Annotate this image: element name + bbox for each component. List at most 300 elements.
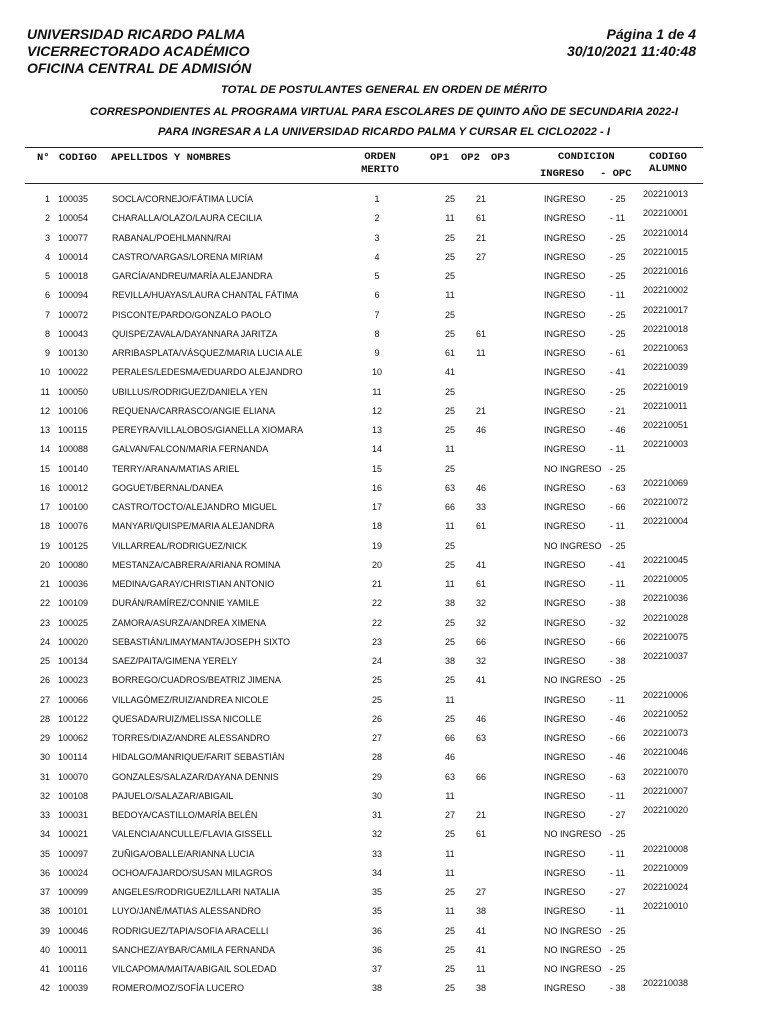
merit-order: 26 — [371, 713, 382, 724]
admission-status: INGRESO — [544, 867, 586, 878]
option-1: 38 — [444, 598, 455, 609]
row-number: 24 — [39, 636, 50, 647]
row-number: 11 — [40, 386, 50, 397]
table-row — [0, 785, 768, 804]
merit-order: 35 — [371, 887, 382, 897]
row-number: 4 — [44, 251, 50, 262]
applicant-name: BORREGO/CUADROS/BEATRIZ JIMENA — [112, 675, 281, 686]
row-number: 13 — [39, 425, 50, 435]
applicant-code: 100062 — [58, 733, 89, 743]
table-row — [0, 900, 768, 919]
student-code: 202210070 — [643, 766, 689, 777]
admission-status: INGRESO — [544, 559, 586, 570]
option-1: 27 — [444, 810, 455, 820]
option-1: 11 — [445, 213, 455, 224]
table-row — [0, 689, 768, 708]
row-number: 30 — [39, 752, 50, 763]
applicant-code: 100125 — [58, 540, 89, 551]
admitted-option: - 27 — [610, 810, 626, 820]
admitted-option: - 66 — [610, 502, 626, 512]
table-row — [0, 977, 768, 996]
applicant-name: PISCONTE/PARDO/GONZALO PAOLO — [112, 309, 272, 320]
row-number: 42 — [39, 983, 50, 994]
row-number: 5 — [44, 271, 50, 281]
table-row — [0, 246, 768, 265]
option-2: 27 — [475, 251, 486, 262]
merit-order: 29 — [371, 771, 382, 782]
applicant-name: ZAMORA/ASURZA/ANDREA XIMENA — [112, 617, 267, 628]
admission-status: INGRESO — [544, 848, 586, 859]
table-row — [0, 515, 768, 534]
applicant-name: ARRIBASPLATA/VÁSQUEZ/MARIA LUCIA ALE — [112, 348, 303, 358]
admission-status: INGRESO — [544, 752, 586, 763]
option-1: 25 — [444, 194, 455, 204]
row-number: 8 — [44, 328, 50, 339]
student-code: 202210006 — [643, 689, 689, 700]
table-row — [0, 323, 768, 342]
student-code: 202210073 — [643, 728, 689, 738]
admitted-option: - 46 — [610, 713, 626, 724]
row-number: 2 — [44, 213, 50, 224]
option-2: 66 — [475, 771, 486, 782]
option-1: 25 — [444, 617, 455, 628]
merit-order: 19 — [371, 540, 382, 551]
header-rule-top — [25, 147, 703, 148]
option-2: 41 — [475, 925, 486, 936]
merit-order: 16 — [371, 482, 382, 493]
student-code: 202210020 — [643, 805, 689, 815]
applicant-name: REQUENA/CARRASCO/ANGIE ELIANA — [112, 405, 276, 416]
table-row — [0, 920, 768, 939]
merit-order: 2 — [374, 213, 380, 224]
student-code: 202210028 — [643, 612, 689, 623]
applicant-code: 100036 — [58, 579, 89, 589]
admission-status: INGRESO — [544, 521, 586, 532]
applicant-name: SEBASTIÁN/LIMAYMANTA/JOSEPH SIXTO — [112, 636, 291, 647]
applicant-name: SAEZ/PAITA/GIMENA YERELY — [112, 656, 238, 666]
applicant-code: 100094 — [58, 290, 89, 301]
row-number: 33 — [39, 810, 50, 820]
row-number: 19 — [39, 540, 50, 551]
option-1: 66 — [444, 733, 455, 743]
option-2: 21 — [475, 810, 486, 820]
option-2: 21 — [475, 232, 486, 243]
merit-order: 1 — [374, 194, 380, 204]
student-code: 202210014 — [643, 227, 689, 238]
row-number: 36 — [39, 867, 50, 878]
admitted-option: - 25 — [610, 675, 626, 686]
applicant-name: VILCAPOMA/MAITA/ABIGAIL SOLEDAD — [112, 964, 277, 974]
applicant-name: GONZALES/SALAZAR/DAYANA DENNIS — [112, 771, 279, 782]
applicant-code: 100076 — [58, 521, 89, 532]
admission-status: INGRESO — [544, 790, 586, 801]
admission-status: INGRESO — [544, 983, 586, 994]
row-number: 32 — [39, 790, 50, 801]
admission-status: INGRESO — [544, 906, 586, 917]
col-ingreso: INGRESO — [540, 168, 585, 180]
option-2: 61 — [475, 328, 486, 339]
admitted-option: - 11 — [610, 579, 625, 589]
row-number: 17 — [39, 502, 50, 512]
student-code: 202210051 — [643, 420, 689, 430]
admitted-option: - 11 — [610, 521, 625, 532]
table-row — [0, 881, 768, 900]
merit-order: 35 — [371, 906, 382, 917]
row-number: 35 — [39, 848, 50, 859]
admission-status: INGRESO — [544, 348, 586, 358]
student-code: 202210018 — [643, 323, 689, 334]
option-2: 21 — [475, 194, 486, 204]
option-2: 66 — [475, 636, 486, 647]
option-2: 61 — [475, 829, 486, 840]
report-title: TOTAL DE POSTULANTES GENERAL EN ORDEN DE MÉRITO — [221, 84, 547, 96]
table-row — [0, 708, 768, 727]
option-1: 11 — [445, 694, 455, 705]
table-row — [0, 477, 768, 496]
student-code: 202210063 — [643, 343, 689, 353]
applicant-code: 100022 — [58, 367, 89, 378]
table-row — [0, 535, 768, 554]
merit-order: 5 — [374, 271, 380, 281]
student-code: 202210017 — [643, 304, 689, 315]
merit-order: 15 — [371, 463, 382, 474]
option-1: 41 — [444, 367, 455, 378]
col-alumno-line2: ALUMNO — [649, 163, 687, 175]
applicant-code: 100116 — [58, 964, 88, 974]
applicant-name: SANCHEZ/AYBAR/CAMILA FERNANDA — [112, 944, 275, 955]
applicant-name: QUISPE/ZAVALA/DAYANNARA JARITZA — [112, 328, 278, 339]
student-code: 202210036 — [643, 593, 689, 604]
option-1: 25 — [444, 271, 455, 281]
student-code: 202210015 — [643, 246, 689, 257]
col-codigo: CODIGO — [59, 152, 97, 164]
table-row — [0, 727, 768, 746]
admission-status: INGRESO — [544, 713, 586, 724]
admission-status: INGRESO — [544, 425, 586, 435]
admitted-option: - 46 — [610, 752, 626, 763]
merit-order: 21 — [371, 579, 382, 589]
applicant-code: 100115 — [58, 425, 88, 435]
row-number: 25 — [39, 656, 50, 666]
option-1: 46 — [444, 752, 455, 763]
admission-status: INGRESO — [544, 367, 586, 378]
option-2: 41 — [475, 944, 486, 955]
table-row — [0, 207, 768, 226]
option-1: 25 — [444, 983, 455, 994]
row-number: 14 — [39, 444, 50, 455]
applicant-code: 100099 — [58, 887, 89, 897]
row-number: 41 — [39, 964, 50, 974]
row-number: 40 — [39, 944, 50, 955]
option-1: 25 — [444, 251, 455, 262]
admission-status: NO INGRESO — [544, 829, 602, 840]
admission-status: NO INGRESO — [544, 675, 602, 686]
option-1: 25 — [444, 540, 455, 551]
applicant-code: 100080 — [58, 559, 89, 570]
admission-status: INGRESO — [544, 251, 586, 262]
table-row — [0, 823, 768, 842]
applicant-code: 100066 — [58, 694, 89, 705]
col-op2: OP2 — [461, 152, 480, 164]
student-code: 202210037 — [643, 651, 689, 661]
office-name: OFICINA CENTRAL DE ADMISIÓN — [27, 60, 252, 76]
option-1: 25 — [444, 964, 455, 974]
option-1: 11 — [445, 521, 455, 532]
table-row — [0, 419, 768, 438]
table-row — [0, 612, 768, 631]
applicant-name: UBILLUS/RODRIGUEZ/DANIELA YEN — [112, 386, 268, 397]
table-row — [0, 862, 768, 881]
table-row — [0, 304, 768, 323]
row-number: 16 — [39, 482, 50, 493]
applicant-code: 100070 — [58, 771, 89, 782]
student-code: 202210009 — [643, 862, 689, 873]
page-number: Página 1 de 4 — [606, 26, 696, 42]
applicant-name: GARCÍA/ANDREU/MARÍA ALEJANDRA — [112, 271, 273, 281]
applicant-code: 100114 — [58, 752, 88, 763]
applicant-name: ROMERO/MOZ/SOFÍA LUCERO — [112, 983, 245, 994]
option-2: 61 — [475, 213, 486, 224]
table-row — [0, 342, 768, 361]
table-row — [0, 284, 768, 303]
option-2: 61 — [475, 579, 486, 589]
admitted-option: - 11 — [610, 790, 625, 801]
admission-status: INGRESO — [544, 232, 586, 243]
admitted-option: - 25 — [610, 251, 626, 262]
admitted-option: - 46 — [610, 425, 626, 435]
table-row — [0, 958, 768, 977]
table-row — [0, 361, 768, 380]
student-code: 202210072 — [643, 497, 689, 507]
admitted-option: - 11 — [610, 694, 625, 705]
applicant-code: 100031 — [58, 810, 89, 820]
option-2: 21 — [475, 405, 486, 416]
option-2: 41 — [475, 559, 486, 570]
row-number: 27 — [39, 694, 50, 705]
merit-order: 7 — [374, 309, 380, 320]
merit-order: 28 — [371, 752, 382, 763]
admitted-option: - 41 — [610, 367, 626, 378]
row-number: 22 — [39, 598, 50, 609]
option-1: 25 — [444, 405, 455, 416]
admission-status: INGRESO — [544, 656, 586, 666]
table-row — [0, 188, 768, 207]
merit-order: 12 — [371, 405, 382, 416]
student-code: 202210045 — [643, 554, 689, 565]
admitted-option: - 25 — [610, 463, 626, 474]
option-1: 11 — [445, 867, 455, 878]
applicant-code: 100134 — [58, 656, 89, 666]
applicant-name: GALVAN/FALCON/MARIA FERNANDA — [112, 444, 269, 455]
applicant-code: 100021 — [58, 829, 89, 840]
admission-status: INGRESO — [544, 502, 586, 512]
option-1: 11 — [445, 848, 455, 859]
admitted-option: - 11 — [610, 444, 625, 455]
applicant-name: CHARALLA/OLAZO/LAURA CECILIA — [112, 213, 263, 224]
option-2: 38 — [475, 906, 486, 917]
admission-status: INGRESO — [544, 694, 586, 705]
row-number: 18 — [39, 521, 50, 532]
admission-status: INGRESO — [544, 194, 586, 204]
option-2: 41 — [475, 675, 486, 686]
option-2: 27 — [475, 887, 486, 897]
table-row — [0, 400, 768, 419]
merit-order: 25 — [371, 694, 382, 705]
table-row — [0, 554, 768, 573]
row-number: 6 — [44, 290, 50, 301]
applicant-code: 100050 — [58, 386, 89, 397]
option-1: 61 — [444, 348, 455, 358]
option-1: 25 — [444, 925, 455, 936]
applicant-name: PEREYRA/VILLALOBOS/GIANELLA XIOMARA — [112, 425, 304, 435]
row-number: 23 — [39, 617, 50, 628]
admitted-option: - 66 — [610, 636, 626, 647]
applicant-name: QUESADA/RUIZ/MELISSA NICOLLE — [112, 713, 262, 724]
admission-status: INGRESO — [544, 328, 586, 339]
table-row — [0, 843, 768, 862]
admission-status: NO INGRESO — [544, 944, 602, 955]
table-row — [0, 650, 768, 669]
col-orden-line2: MERITO — [361, 164, 399, 176]
applicant-code: 100108 — [58, 790, 89, 801]
merit-order: 32 — [371, 829, 382, 840]
student-code: 202210007 — [643, 785, 689, 796]
applicant-code: 100020 — [58, 636, 89, 647]
merit-order: 14 — [371, 444, 382, 455]
option-1: 25 — [444, 232, 455, 243]
row-number: 10 — [39, 367, 50, 378]
report-subtitle-2: PARA INGRESAR A LA UNIVERSIDAD RICARDO PALMA Y CURSAR EL CICLO2022 - I — [158, 126, 610, 138]
option-1: 25 — [444, 386, 455, 397]
admitted-option: - 38 — [610, 598, 626, 609]
row-number: 9 — [44, 348, 50, 358]
table-row — [0, 381, 768, 400]
option-1: 63 — [444, 482, 455, 493]
applicant-code: 100072 — [58, 309, 89, 320]
col-op3: OP3 — [491, 152, 510, 164]
option-1: 25 — [444, 887, 455, 897]
col-alumno-line1: CODIGO — [649, 151, 687, 163]
row-number: 29 — [39, 733, 50, 743]
admission-status: INGRESO — [544, 771, 586, 782]
applicant-code: 100122 — [58, 713, 89, 724]
admitted-option: - 25 — [610, 386, 626, 397]
merit-order: 20 — [371, 559, 382, 570]
admission-status: NO INGRESO — [544, 540, 602, 551]
applicant-code: 100097 — [58, 848, 89, 859]
applicant-code: 100100 — [58, 502, 89, 512]
table-row — [0, 804, 768, 823]
merit-order: 33 — [371, 848, 382, 859]
merit-order: 36 — [371, 944, 382, 955]
admitted-option: - 25 — [610, 540, 626, 551]
merit-order: 37 — [371, 964, 382, 974]
option-1: 25 — [444, 309, 455, 320]
admission-status: INGRESO — [544, 579, 586, 589]
student-code: 202210004 — [643, 516, 689, 527]
admitted-option: - 25 — [610, 271, 626, 281]
merit-order: 10 — [371, 367, 382, 378]
admitted-option: - 11 — [610, 906, 625, 917]
option-2: 46 — [475, 482, 486, 493]
row-number: 7 — [44, 309, 50, 320]
admission-status: INGRESO — [544, 636, 586, 647]
student-code: 202210013 — [643, 189, 689, 199]
option-1: 25 — [444, 636, 455, 647]
admitted-option: - 25 — [610, 328, 626, 339]
option-2: 61 — [475, 521, 486, 532]
applicant-name: TERRY/ARANA/MATIAS ARIEL — [112, 463, 240, 474]
admitted-option: - 63 — [610, 482, 626, 493]
option-1: 25 — [444, 328, 455, 339]
admission-status: INGRESO — [544, 386, 586, 397]
merit-order: 22 — [371, 617, 382, 628]
applicant-name: OCHOA/FAJARDO/SUSAN MILAGROS — [112, 867, 273, 878]
col-opc: - OPC — [600, 168, 632, 180]
option-2: 32 — [475, 598, 486, 609]
admission-status: NO INGRESO — [544, 463, 602, 474]
applicant-name: DURÁN/RAMÍREZ/CONNIE YAMILE — [112, 598, 260, 609]
applicant-code: 100130 — [58, 348, 89, 358]
row-number: 20 — [39, 559, 50, 570]
option-2: 32 — [475, 656, 486, 666]
option-2: 11 — [476, 348, 486, 358]
col-op1: OP1 — [430, 152, 449, 164]
applicant-code: 100054 — [58, 213, 89, 224]
row-number: 26 — [39, 675, 50, 686]
admitted-option: - 32 — [610, 617, 626, 628]
admission-status: INGRESO — [544, 887, 586, 897]
row-number: 28 — [39, 713, 50, 724]
admitted-option: - 25 — [610, 944, 626, 955]
option-1: 11 — [445, 444, 455, 455]
admitted-option: - 66 — [610, 733, 626, 743]
applicant-code: 100039 — [58, 983, 89, 994]
applicant-name: LUYO/JANÉ/MATIAS ALESSANDRO — [112, 906, 261, 917]
admitted-option: - 27 — [610, 887, 626, 897]
merit-order: 23 — [371, 636, 382, 647]
applicant-name: ZUÑIGA/OBALLE/ARIANNA LUCIA — [112, 848, 255, 859]
admitted-option: - 11 — [610, 867, 625, 878]
merit-order: 34 — [371, 867, 382, 878]
row-number: 38 — [39, 906, 50, 917]
admission-status: INGRESO — [544, 309, 586, 320]
applicant-name: VALENCIA/ANCULLE/FLAVIA GISSELL — [112, 829, 273, 840]
applicant-name: SOCLA/CORNEJO/FÁTIMA LUCÍA — [112, 194, 254, 204]
applicant-name: MESTANZA/CABRERA/ARIANA ROMINA — [112, 559, 281, 570]
option-1: 25 — [444, 713, 455, 724]
admitted-option: - 25 — [610, 925, 626, 936]
option-2: 32 — [475, 617, 486, 628]
option-1: 66 — [444, 502, 455, 512]
admitted-option: - 25 — [610, 964, 626, 974]
admission-status: NO INGRESO — [544, 925, 602, 936]
header-rule-bottom — [25, 183, 703, 184]
table-row — [0, 766, 768, 785]
applicant-name: REVILLA/HUAYAS/LAURA CHANTAL FÁTIMA — [112, 290, 299, 301]
applicant-code: 100101 — [58, 906, 89, 917]
applicant-code: 100109 — [58, 598, 89, 609]
option-2: 46 — [475, 713, 486, 724]
student-code: 202210075 — [643, 631, 689, 642]
applicant-code: 100023 — [58, 675, 89, 686]
row-number: 12 — [39, 405, 50, 416]
applicant-name: VILLAGÓMEZ/RUIZ/ANDREA NICOLE — [112, 694, 269, 705]
applicant-code: 100012 — [58, 482, 89, 493]
admission-status: INGRESO — [544, 290, 586, 301]
student-code: 202210024 — [643, 882, 689, 892]
student-code: 202210052 — [643, 708, 689, 719]
